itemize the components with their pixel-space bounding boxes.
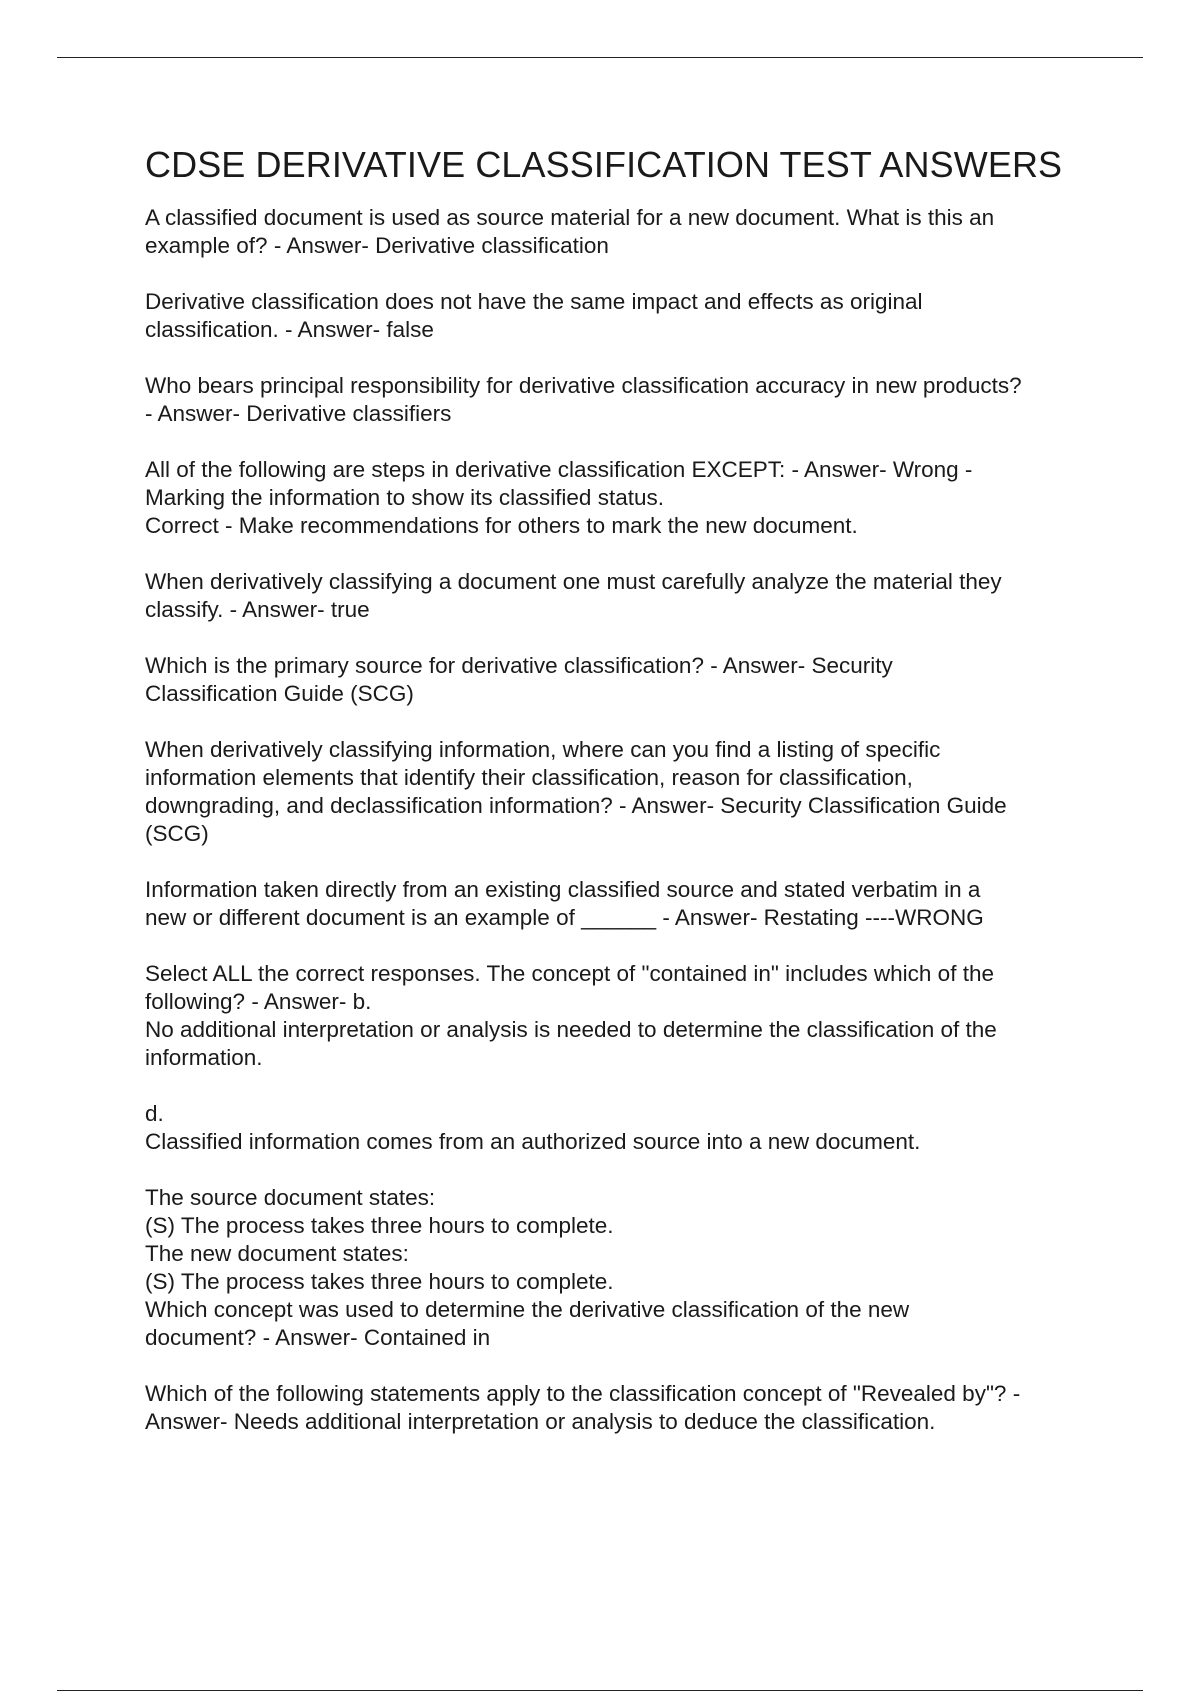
qa-item bbox=[145, 1184, 1095, 1352]
qa-line: Who bears principal responsibility for derivative classification accuracy in new products? bbox=[145, 373, 1022, 398]
qa-item bbox=[145, 876, 1095, 932]
qa-line: Which of the following statements apply to the classification concept of "Revealed by"? - bbox=[145, 1381, 1021, 1406]
qa-line: When derivatively classifying a document one must carefully analyze the material they bbox=[145, 569, 1002, 594]
qa-line: Information taken directly from an existing classified source and stated verbatim in a bbox=[145, 877, 981, 902]
qa-line: (SCG) bbox=[145, 821, 209, 846]
qa-line: All of the following are steps in derivative classification EXCEPT: - Answer- Wrong - bbox=[145, 457, 973, 482]
qa-line: classify. - Answer- true bbox=[145, 597, 370, 622]
qa-line: Classification Guide (SCG) bbox=[145, 681, 414, 706]
qa-item bbox=[145, 1380, 1095, 1436]
document-title: CDSE DERIVATIVE CLASSIFICATION TEST ANSWERS bbox=[145, 144, 1063, 185]
qa-line: information elements that identify their classification, reason for classification, bbox=[145, 765, 913, 790]
qa-item bbox=[145, 372, 1095, 428]
qa-line: (S) The process takes three hours to complete. bbox=[145, 1269, 614, 1294]
qa-line: Derivative classification does not have the same impact and effects as original bbox=[145, 289, 923, 314]
qa-line: Answer- Needs additional interpretation or analysis to deduce the classification. bbox=[145, 1409, 936, 1434]
qa-line: No additional interpretation or analysis is needed to determine the classification of the bbox=[145, 1017, 997, 1042]
qa-line: Classified information comes from an authorized source into a new document. bbox=[145, 1129, 921, 1154]
qa-line: Correct - Make recommendations for others to mark the new document. bbox=[145, 513, 858, 538]
qa-line: The new document states: bbox=[145, 1241, 409, 1266]
qa-item bbox=[145, 736, 1095, 848]
qa-item bbox=[145, 652, 1095, 708]
document-body bbox=[145, 143, 1095, 1464]
qa-line: example of? - Answer- Derivative classification bbox=[145, 233, 609, 258]
qa-line: Select ALL the correct responses. The concept of "contained in" includes which of the bbox=[145, 961, 994, 986]
qa-line: - Answer- Derivative classifiers bbox=[145, 401, 452, 426]
qa-line: (S) The process takes three hours to complete. bbox=[145, 1213, 614, 1238]
qa-item bbox=[145, 960, 1095, 1072]
qa-item bbox=[145, 568, 1095, 624]
qa-item bbox=[145, 204, 1095, 260]
qa-item bbox=[145, 288, 1095, 344]
qa-line: A classified document is used as source material for a new document. What is this an bbox=[145, 205, 995, 230]
qa-line: document? - Answer- Contained in bbox=[145, 1325, 491, 1350]
qa-line: information. bbox=[145, 1045, 263, 1070]
qa-line: Which concept was used to determine the derivative classification of the new bbox=[145, 1297, 910, 1322]
qa-line: The source document states: bbox=[145, 1185, 436, 1210]
qa-line: downgrading, and declassification information? - Answer- Security Classification Guide bbox=[145, 793, 1007, 818]
qa-line: new or different document is an example of ______ - Answer- Restating ----WRONG bbox=[145, 905, 984, 930]
qa-line: Which is the primary source for derivative classification? - Answer- Security bbox=[145, 653, 893, 678]
bottom-rule bbox=[57, 1690, 1143, 1691]
top-rule bbox=[57, 57, 1143, 58]
qa-item bbox=[145, 456, 1095, 540]
qa-line: Marking the information to show its classified status. bbox=[145, 485, 664, 510]
qa-line: classification. - Answer- false bbox=[145, 317, 434, 342]
qa-line: following? - Answer- b. bbox=[145, 989, 372, 1014]
qa-item bbox=[145, 1100, 1095, 1156]
qa-list bbox=[145, 204, 1095, 1436]
qa-line: When derivatively classifying information, where can you find a listing of specific bbox=[145, 737, 941, 762]
qa-line: d. bbox=[145, 1101, 164, 1126]
